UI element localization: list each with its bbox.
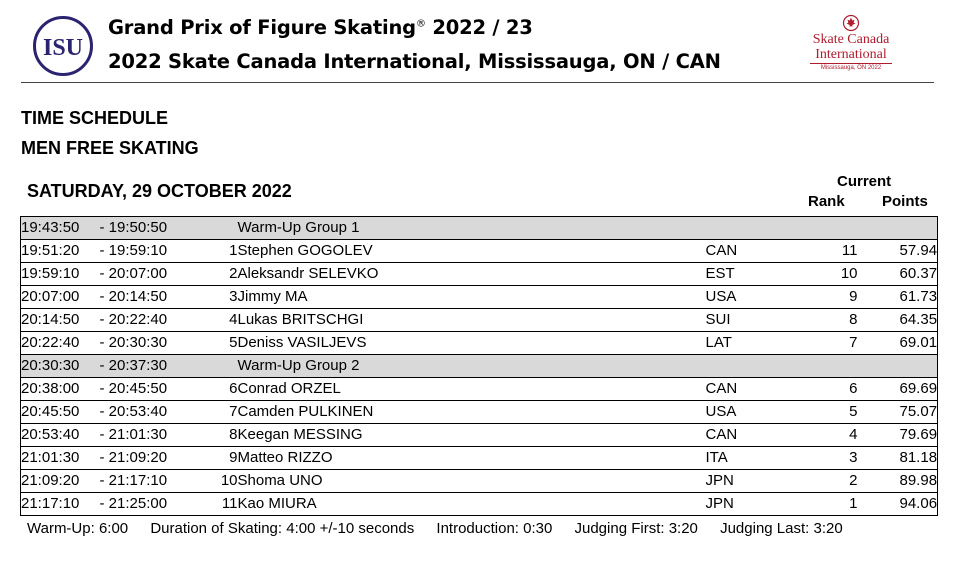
- end-time: - 20:30:30: [100, 332, 198, 355]
- start-number: 8: [198, 424, 238, 447]
- start-number: 2: [198, 263, 238, 286]
- nation-code: CAN: [706, 240, 786, 263]
- skater-name: Camden PULKINEN: [238, 401, 706, 424]
- nation-code: CAN: [706, 378, 786, 401]
- current-points: 69.01: [858, 332, 938, 355]
- start-number: 3: [198, 286, 238, 309]
- skater-row: [21, 424, 938, 447]
- end-time: - 21:01:30: [100, 424, 198, 447]
- nation-code: CAN: [706, 424, 786, 447]
- start-time: 20:14:50: [21, 309, 100, 332]
- warmup-row: [21, 355, 938, 378]
- skater-row: [21, 470, 938, 493]
- skater-row: [21, 286, 938, 309]
- end-time: - 20:14:50: [100, 286, 198, 309]
- skate-canada-logo: [800, 14, 902, 84]
- start-number: 10: [198, 470, 238, 493]
- current-points: 81.18: [858, 447, 938, 470]
- header-divider: [21, 82, 934, 83]
- skater-name: Stephen GOGOLEV: [238, 240, 706, 263]
- end-time: - 20:53:40: [100, 401, 198, 424]
- start-number: 4: [198, 309, 238, 332]
- current-rank: 1: [786, 493, 858, 516]
- current-points: 60.37: [858, 263, 938, 286]
- nation-code: JPN: [706, 493, 786, 516]
- end-time: - 21:09:20: [100, 447, 198, 470]
- skater-row: [21, 447, 938, 470]
- warmup-label: Warm-Up Group 1: [238, 217, 938, 240]
- start-time: 21:17:10: [21, 493, 100, 516]
- skater-row: [21, 240, 938, 263]
- nation-code: ITA: [706, 447, 786, 470]
- current-rank: 9: [786, 286, 858, 309]
- current-rank: 10: [786, 263, 858, 286]
- current-rank: 2: [786, 470, 858, 493]
- start-number: 11: [198, 493, 238, 516]
- svg-text:ISU: ISU: [42, 35, 84, 61]
- current-points: 61.73: [858, 286, 938, 309]
- end-time: - 19:59:10: [100, 240, 198, 263]
- current-rank: 7: [786, 332, 858, 355]
- nation-code: LAT: [706, 332, 786, 355]
- skater-row: [21, 378, 938, 401]
- segment-heading: MEN FREE SKATING: [21, 138, 199, 158]
- skater-name: Shoma UNO: [238, 470, 706, 493]
- start-time: 19:43:50: [21, 217, 100, 240]
- event-series-title: Grand Prix of Figure Skating® 2022 / 23: [108, 16, 533, 39]
- isu-logo-mark: [38, 26, 88, 66]
- nation-code: JPN: [706, 470, 786, 493]
- start-time: 20:07:00: [21, 286, 100, 309]
- timing-footer: [27, 520, 861, 537]
- schedule-date: SATURDAY, 29 OCTOBER 2022: [27, 181, 292, 201]
- current-points: 75.07: [858, 401, 938, 424]
- end-time: - 21:25:00: [100, 493, 198, 516]
- schedule-table: [20, 216, 938, 516]
- event-logo-line3: Mississauga, ON 2022: [820, 65, 882, 71]
- current-rank: 8: [786, 309, 858, 332]
- start-time: 20:38:00: [21, 378, 100, 401]
- column-header-rank: Rank: [808, 193, 845, 210]
- start-number: 7: [198, 401, 238, 424]
- warmup-label: Warm-Up Group 2: [238, 355, 938, 378]
- footer-warmup: Warm-Up: 6:00: [27, 520, 129, 537]
- start-time: 19:59:10: [21, 263, 100, 286]
- start-time: 20:53:40: [21, 424, 100, 447]
- skater-name: Deniss VASILJEVS: [238, 332, 706, 355]
- current-points: 57.94: [858, 240, 938, 263]
- start-number: 1: [198, 240, 238, 263]
- current-rank: 4: [786, 424, 858, 447]
- current-rank: 3: [786, 447, 858, 470]
- nation-code: EST: [706, 263, 786, 286]
- start-number: 9: [198, 447, 238, 470]
- current-rank: 5: [786, 401, 858, 424]
- nation-code: SUI: [706, 309, 786, 332]
- skater-row: [21, 263, 938, 286]
- current-points: 64.35: [858, 309, 938, 332]
- skater-name: Jimmy MA: [238, 286, 706, 309]
- start-time: 20:22:40: [21, 332, 100, 355]
- current-rank: 6: [786, 378, 858, 401]
- current-points: 94.06: [858, 493, 938, 516]
- isu-logo: [33, 16, 93, 76]
- start-number: 6: [198, 378, 238, 401]
- skater-name: Matteo RIZZO: [238, 447, 706, 470]
- current-points: 89.98: [858, 470, 938, 493]
- end-time: - 19:50:50: [100, 217, 198, 240]
- skater-row: [21, 493, 938, 516]
- skater-row: [21, 401, 938, 424]
- skater-name: Conrad ORZEL: [238, 378, 706, 401]
- start-time: 21:01:30: [21, 447, 100, 470]
- skater-name: Kao MIURA: [238, 493, 706, 516]
- schedule-heading: TIME SCHEDULE: [21, 108, 169, 128]
- maple-leaf-icon: [842, 14, 860, 32]
- current-points: 79.69: [858, 424, 938, 447]
- start-time: 19:51:20: [21, 240, 100, 263]
- column-header-points: Points: [882, 193, 928, 210]
- skater-row: [21, 332, 938, 355]
- current-rank: 11: [786, 240, 858, 263]
- start-time: 21:09:20: [21, 470, 100, 493]
- footer-introduction: Introduction: 0:30: [436, 520, 553, 537]
- warmup-row: [21, 217, 938, 240]
- end-time: - 20:37:30: [100, 355, 198, 378]
- start-time: 20:30:30: [21, 355, 100, 378]
- footer-judging-first: Judging First: 3:20: [574, 520, 698, 537]
- footer-judging-last: Judging Last: 3:20: [720, 520, 843, 537]
- event-logo-line1: Skate Canada: [812, 32, 890, 47]
- end-time: - 21:17:10: [100, 470, 198, 493]
- event-title: 2022 Skate Canada International, Mississauga, ON / CAN: [108, 50, 721, 73]
- end-time: - 20:22:40: [100, 309, 198, 332]
- skater-row: [21, 309, 938, 332]
- nation-code: USA: [706, 286, 786, 309]
- start-time: 20:45:50: [21, 401, 100, 424]
- event-logo-line2: International: [815, 47, 887, 62]
- column-header-current: Current: [837, 173, 892, 190]
- end-time: - 20:07:00: [100, 263, 198, 286]
- nation-code: USA: [706, 401, 786, 424]
- footer-duration: Duration of Skating: 4:00 +/-10 seconds: [150, 520, 415, 537]
- start-number: 5: [198, 332, 238, 355]
- skater-name: Aleksandr SELEVKO: [238, 263, 706, 286]
- end-time: - 20:45:50: [100, 378, 198, 401]
- skater-name: Lukas BRITSCHGI: [238, 309, 706, 332]
- current-points: 69.69: [858, 378, 938, 401]
- skater-name: Keegan MESSING: [238, 424, 706, 447]
